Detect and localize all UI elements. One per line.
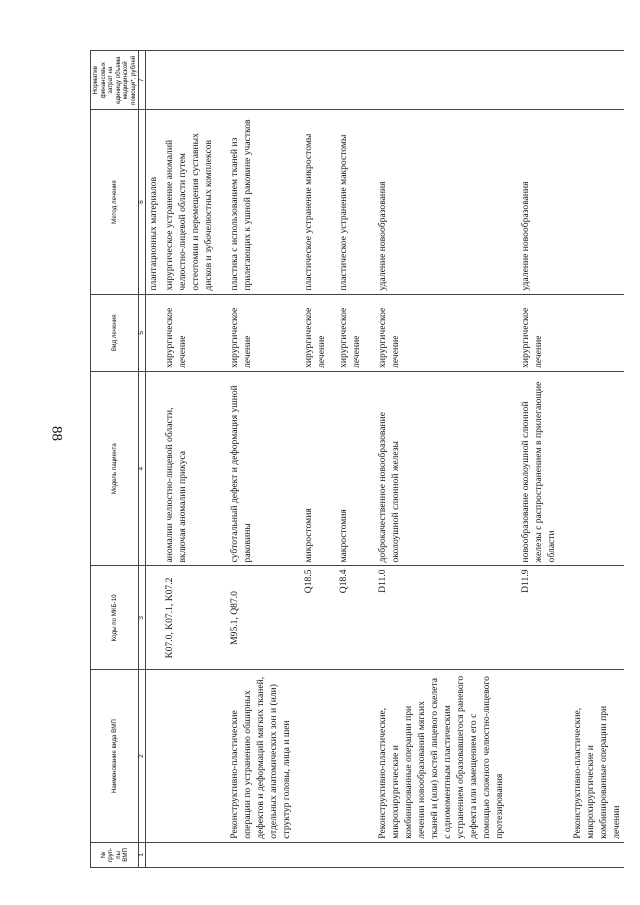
vmp-name (294, 670, 329, 842)
group-number (216, 842, 294, 867)
group-number (162, 842, 216, 867)
vmp-name (162, 670, 216, 842)
patient-model (559, 371, 624, 566)
patient-model: микростомия (294, 371, 329, 566)
vmp-name (507, 670, 559, 842)
icd-codes: D11.9 (507, 566, 559, 670)
medical-care-table (90, 50, 624, 868)
treatment-type: хирургическое лечение (364, 294, 507, 371)
icd-codes: Q18.5 (294, 566, 329, 670)
patient-model: макростомия (329, 371, 364, 566)
header-group-number: № груп-пы ВМП (91, 842, 139, 867)
patient-model: субтотальный дефект и деформация ушной раковины (216, 371, 294, 566)
cost-standard (162, 51, 216, 110)
header-treatment-method: Метод лечения (91, 110, 139, 294)
header-cost-standard: Норматив финансовых затрат на единицу объема медицинской помощи*, рублей (91, 51, 139, 110)
group-number (507, 842, 559, 867)
treatment-type: хирургическое лечение (507, 294, 559, 371)
header-icd-codes: Коды по МКБ-10 (91, 566, 139, 670)
group-number (364, 842, 507, 867)
treatment-method: хирургическое устранение аномалий челюстно-лицевой области путем остеотомии и перемещения суставных дисков и зубочелюстных комплексов (162, 110, 216, 294)
table-row (364, 51, 507, 868)
treatment-type: хирургическое лечение (294, 294, 329, 371)
treatment-method: удаление новообразования (364, 110, 507, 294)
vmp-name (329, 670, 364, 842)
patient-model: новообразование околоушной слюнной железы с распространением в прилегающие области (507, 371, 559, 566)
vmp-name: Реконструктивно-пластические, микрохирургические и комбинированные операции при лечении (559, 670, 624, 842)
treatment-type (559, 294, 624, 371)
treatment-type: хирургическое лечение (216, 294, 294, 371)
group-number (559, 842, 624, 867)
table-row (146, 51, 163, 868)
carry-over-method: плантационных материалов (146, 110, 163, 294)
column-number: 2 (139, 670, 146, 842)
treatment-method: пластика с использованием тканей из прилегающих к ушной раковине участков (216, 110, 294, 294)
icd-codes: M95.1, Q87.0 (216, 566, 294, 670)
patient-model: аномалии челюстно-лицевой области, включая аномалии прикуса (162, 371, 216, 566)
table-row (162, 51, 216, 868)
icd-codes: D11.0 (364, 566, 507, 670)
patient-model: доброкачественное новообразование околоушной слюнной железы (364, 371, 507, 566)
column-number: 7 (139, 51, 146, 110)
header-patient-model: Модель пациента (91, 371, 139, 566)
group-number (329, 842, 364, 867)
cost-standard (216, 51, 294, 110)
cost-standard (329, 51, 364, 110)
table-row (329, 51, 364, 868)
header-row (91, 51, 139, 868)
table-row (216, 51, 294, 868)
cost-standard (559, 51, 624, 110)
header-treatment-type: Вид лечения (91, 294, 139, 371)
header-vmp-name: Наименование вида ВМП (91, 670, 139, 842)
page-number: 88 (48, 426, 65, 441)
treatment-method (559, 110, 624, 294)
column-number: 6 (139, 110, 146, 294)
cost-standard (507, 51, 559, 110)
column-number-row (139, 51, 146, 868)
treatment-method: пластическое устранение макростомы (329, 110, 364, 294)
rotated-table-container (90, 50, 640, 868)
treatment-type: хирургическое лечение (162, 294, 216, 371)
group-number (294, 842, 329, 867)
treatment-method: пластическое устранение микростомы (294, 110, 329, 294)
vmp-name: Реконструктивно-пластические операции по устранению обширных дефектов и деформаций мягких тканей, отдельных анатомических зон и (или) структур головы, лица и шеи (216, 670, 294, 842)
vmp-name: Реконструктивно-пластические, микрохирургические и комбинированные операции при лечении новообразований мягких тканей и (или) костей лицевого скелета с одномоментным пластическим устранением образовавшегося раневого дефекта или замещением его с помощью сложного челюстно-лицевого протезирования (364, 670, 507, 842)
icd-codes: K07.0, K07.1, K07.2 (162, 566, 216, 670)
column-number: 4 (139, 371, 146, 566)
treatment-method: удаление новообразования (507, 110, 559, 294)
table-row (559, 51, 624, 868)
cost-standard (364, 51, 507, 110)
table-row (507, 51, 559, 868)
icd-codes: Q18.4 (329, 566, 364, 670)
table-row (294, 51, 329, 868)
column-number: 3 (139, 566, 146, 670)
treatment-type: хирургическое лечение (329, 294, 364, 371)
column-number: 1 (139, 842, 146, 867)
column-number: 5 (139, 294, 146, 371)
cost-standard (294, 51, 329, 110)
icd-codes (559, 566, 624, 670)
